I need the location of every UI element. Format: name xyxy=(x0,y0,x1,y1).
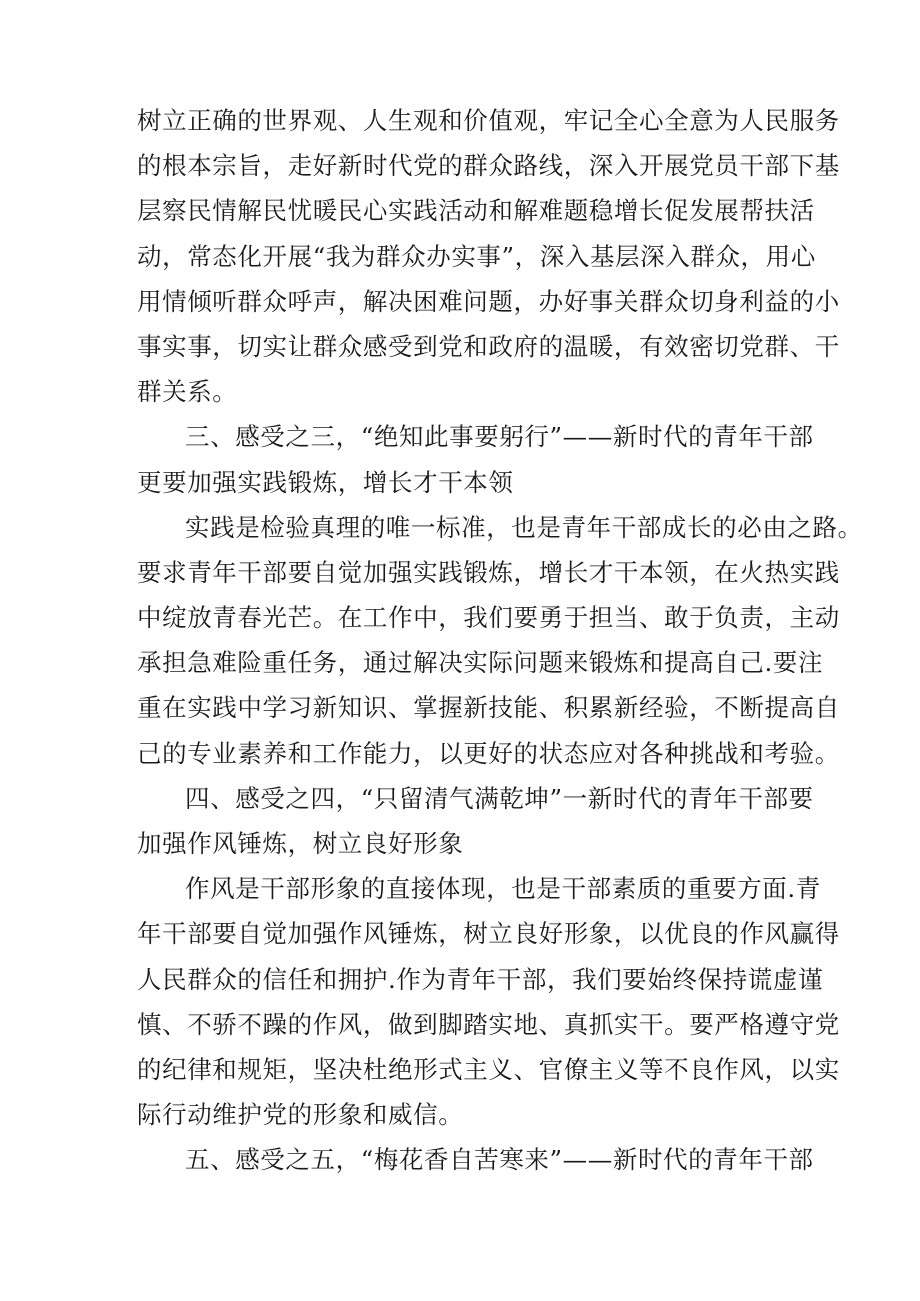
text-line: 人民群众的信任和拥护.作为青年干部，我们要始终保持谎虚谨 xyxy=(137,964,824,994)
text-line: 树立正确的世界观、人生观和价值观，牢记全心全意为人民服务 xyxy=(137,106,840,135)
section-heading-4 xyxy=(137,776,814,866)
text-line: 际行动维护党的形象和威信。 xyxy=(137,1100,464,1130)
text-line: 动，常态化开展“我为群众办实事”，深入基层深入群众，用心 xyxy=(137,241,816,271)
text-line: 作风是干部形象的直接体现，也是干部素质的重要方面.青 xyxy=(185,874,821,904)
heading-line: 三、感受之三，“绝知此事要躬行”——新时代的青年干部 xyxy=(185,422,814,452)
text-line: 用情倾听群众呼声，解决困难问题，办好事关群众切身利益的小 xyxy=(137,286,840,316)
paragraph-service-spirit xyxy=(137,98,840,414)
text-line: 的纪律和规矩，坚决杜绝形式主义、官僚主义等不良作风，以实 xyxy=(137,1054,840,1084)
text-line: 年干部要自觉加强作风锤炼，树立良好形象，以优良的作风赢得 xyxy=(137,919,840,949)
text-line: 中绽放青春光芒。在工作中，我们要勇于担当、敢于负责，主动 xyxy=(137,603,840,633)
heading-line: 四、感受之四，“只留清气满乾坤”一新时代的青年干部要 xyxy=(185,783,814,813)
heading-line: 五、感受之五，“梅花香自苦寒来”——新时代的青年干部 xyxy=(185,1145,814,1175)
text-line: 群关系。 xyxy=(137,377,238,407)
paragraph-practice xyxy=(137,505,863,776)
document-body xyxy=(137,98,863,1183)
heading-line: 加强作风锤炼，树立良好形象 xyxy=(137,829,464,858)
text-line: 实践是检验真理的唯一标准，也是青年干部成长的必由之路。 xyxy=(185,512,863,542)
text-line: 重在实践中学习新知识、掌握新技能、积累新经验，不断提高自 xyxy=(137,693,840,723)
section-heading-5 xyxy=(137,1137,814,1182)
paragraph-work-style xyxy=(137,866,840,1137)
text-line: 要求青年干部要自觉加强实践锻炼，增长才干本领，在火热实践 xyxy=(137,557,840,587)
text-line: 己的专业素养和工作能力，以更好的状态应对各种挑战和考验。 xyxy=(137,738,840,768)
text-line: 承担急难险重任务，通过解决实际问题来锻炼和提高自己.要注 xyxy=(137,648,824,678)
text-line: 事实事，切实让群众感受到党和政府的温暖，有效密切党群、干 xyxy=(137,331,840,361)
section-heading-3 xyxy=(137,414,814,504)
heading-line: 更要加强实践锻炼，增长才干本领 xyxy=(137,467,514,497)
text-line: 的根本宗旨，走好新时代党的群众路线，深入开展党员干部下基 xyxy=(137,151,840,181)
text-line: 慎、不骄不躁的作风，做到脚踏实地、真抓实干。要严格遵守党 xyxy=(137,1009,840,1039)
text-line: 层察民情解民忧暖民心实践活动和解难题稳增长促发展帮扶活 xyxy=(137,196,815,226)
